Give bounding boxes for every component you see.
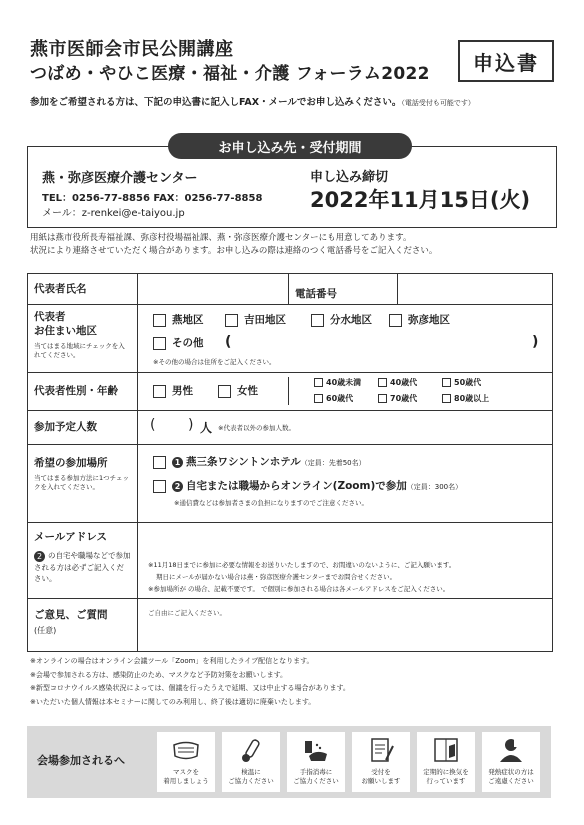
area-option[interactable] xyxy=(153,312,204,327)
precaution-text: 受付を お願いします xyxy=(361,768,401,785)
venue-option-1[interactable] xyxy=(153,454,366,469)
venue-option-label: 自宅または職場からオンライン(Zoom)で参加 xyxy=(186,480,407,492)
checkbox[interactable] xyxy=(153,456,166,469)
divider xyxy=(288,377,289,405)
venue-hint: 当てはまる参加方法に1つチェックを入れてください。 xyxy=(34,474,129,491)
paren-open: ( xyxy=(225,334,232,350)
thermometer-icon xyxy=(236,736,266,764)
band-title: 会場参加されるへ xyxy=(37,754,125,767)
footnote: ※いただいた個人情報は本セミナーに関してのみ利用し、終了後は適切に廃棄いたします。 xyxy=(30,697,316,706)
checkbox[interactable] xyxy=(153,337,166,350)
footnote: ※新型コロナウイルス感染状況によっては、個議を行ったうえで延期、又は中止する場合があります。 xyxy=(30,684,350,692)
name-label: 代表者氏名 xyxy=(34,283,87,295)
checkbox[interactable] xyxy=(389,314,402,327)
precaution-text: 手指消毒に ご協力ください xyxy=(293,768,339,785)
row-name xyxy=(28,274,552,305)
age-option[interactable] xyxy=(378,393,417,404)
age-option-label: 80歳以上 xyxy=(454,394,490,403)
contact-org: 燕・弥彦医療介護センター xyxy=(42,171,198,186)
name-label-cell xyxy=(28,274,138,304)
venue-note: （定員：先着50名） xyxy=(300,459,366,467)
paren-close: ) xyxy=(532,334,539,350)
area-option[interactable] xyxy=(389,312,450,327)
area-hint: 当てはまる地域にチェックを入れてください。 xyxy=(34,342,125,359)
checkbox[interactable] xyxy=(442,394,451,403)
area-label-cell xyxy=(28,304,138,372)
gender-option-label: 女性 xyxy=(237,385,258,397)
lead-small: （電話受付も可能です） xyxy=(401,99,475,107)
count-paren-close: ) xyxy=(188,417,194,433)
contact-section-title: お申し込み先・受付期間 xyxy=(168,133,412,159)
footnotes xyxy=(30,655,350,709)
sick-person-icon xyxy=(496,736,526,764)
opinion-sub: (任意) xyxy=(34,626,57,635)
email-input[interactable] xyxy=(138,522,552,552)
area-option-other[interactable] xyxy=(153,335,204,350)
clipboard-icon xyxy=(366,736,396,764)
footnote: ※会場で参加される方は、感染防止のため、マスクなど予防対策をお願いします。 xyxy=(30,670,288,679)
venue-note: （定員：300名） xyxy=(406,483,463,491)
row-gender-age xyxy=(28,372,552,411)
checkbox[interactable] xyxy=(225,314,238,327)
checkbox[interactable] xyxy=(314,394,323,403)
area-option-label: 燕地区 xyxy=(172,314,204,326)
opinion-textarea[interactable] xyxy=(138,598,552,651)
age-option[interactable] xyxy=(314,393,353,404)
lead-text xyxy=(30,94,475,108)
number-badge: 2 xyxy=(34,551,45,562)
gender-label-cell xyxy=(28,372,138,410)
email-note3: ※参加場所が の場合、記載不要です。 で個別に参加される場合は各メールアドレスをご記入ください。 xyxy=(148,585,450,593)
precaution-card xyxy=(482,732,540,792)
count-label: 参加予定人数 xyxy=(34,421,97,433)
footnote: ※オンラインの場合はオンライン会議ツール「Zoom」を利用したライブ配信となります。 xyxy=(30,657,314,665)
row-opinion xyxy=(28,598,552,651)
area-label: 代表者 お住まい地区 xyxy=(34,311,97,337)
notes xyxy=(30,232,560,258)
phone-input[interactable] xyxy=(398,274,552,304)
age-option-label: 40歳未満 xyxy=(326,378,362,387)
area-other-note: ※その他の場合は住所をご記入ください。 xyxy=(153,358,276,366)
gender-option[interactable] xyxy=(218,383,258,398)
contact-mail: メール：z-renkei@e-taiyou.jp xyxy=(42,208,185,219)
opinion-label-cell xyxy=(28,598,138,651)
gender-option-label: 男性 xyxy=(172,385,193,397)
row-count xyxy=(28,410,552,445)
age-option-label: 60歳代 xyxy=(326,394,354,403)
count-unit: 人 xyxy=(200,421,213,435)
email-hint-text: の自宅や職場などで参加される方は必ずご記入ください。 xyxy=(34,551,131,583)
age-option-label: 40歳代 xyxy=(390,378,418,387)
phone-label: 電話番号 xyxy=(295,288,337,300)
title-line2: つばめ・やひこ医療・福祉・介護 フォーラム2022 xyxy=(30,64,430,84)
number-badge: 1 xyxy=(172,457,183,468)
checkbox[interactable] xyxy=(314,378,323,387)
count-note: ※代表者以外の参加人数。 xyxy=(218,424,295,432)
precaution-card xyxy=(287,732,345,792)
precaution-text: 定期的に換気を 行っています xyxy=(423,768,469,785)
venue-precautions-band xyxy=(27,726,551,798)
venue-label: 希望の参加場所 xyxy=(34,457,108,469)
row-email xyxy=(28,522,552,599)
age-option-label: 50歳代 xyxy=(454,378,482,387)
checkbox[interactable] xyxy=(442,378,451,387)
mask-icon xyxy=(171,736,201,764)
area-option[interactable] xyxy=(225,312,286,327)
precaution-text: 発熱症状の方は ご遠慮ください xyxy=(488,768,534,785)
area-other-input[interactable] xyxy=(238,334,528,352)
age-option[interactable] xyxy=(442,377,481,388)
row-area xyxy=(28,304,552,373)
age-option[interactable] xyxy=(442,393,489,404)
area-option-label: 分水地区 xyxy=(330,314,372,326)
title-line1: 燕市医師会市民公開講座 xyxy=(30,39,234,60)
venue2-sub-note: ※通信費などは参加者さまの負担になりますのでご注意ください。 xyxy=(174,499,368,507)
email-hint xyxy=(34,550,131,584)
precaution-card xyxy=(352,732,410,792)
opinion-label: ご意見、ご質問 xyxy=(34,609,108,621)
email-note2: 期日にメールが届かない場合は燕・弥彦医療介護センターまでお問合せください。 xyxy=(156,573,397,581)
precaution-card xyxy=(222,732,280,792)
age-option[interactable] xyxy=(378,377,417,388)
window-icon xyxy=(431,736,461,764)
count-paren-open: ( xyxy=(150,417,156,433)
email-note1: ※11月18日までに参加に必要な情報をお送りいたしますので、お間違いのないように、ご記入願います。 xyxy=(148,561,456,569)
opinion-placeholder: ご自由にご記入ください。 xyxy=(148,609,226,617)
count-label-cell xyxy=(28,410,138,444)
venue-label-cell xyxy=(28,444,138,522)
hand-sanitizer-icon xyxy=(301,736,331,764)
age-option[interactable] xyxy=(314,377,361,388)
number-badge: 2 xyxy=(172,481,183,492)
precaution-text: マスクを 着用しましょう xyxy=(163,768,209,785)
application-form-label: 申込書 xyxy=(458,40,554,82)
checkbox[interactable] xyxy=(311,314,324,327)
note-line: 状況により連絡させていただく場合があります。お申し込みの際は連絡のつく電話番号をご記入ください。 xyxy=(30,246,438,256)
gender-label: 代表者性別・年齢 xyxy=(34,385,118,397)
precaution-text: 検温に ご協力ください xyxy=(228,768,274,785)
area-option[interactable] xyxy=(311,312,372,327)
email-label: メールアドレス xyxy=(34,531,107,543)
email-label-cell xyxy=(28,522,138,598)
age-option-label: 70歳代 xyxy=(390,394,418,403)
gender-option[interactable] xyxy=(153,383,193,398)
name-input[interactable] xyxy=(138,274,288,304)
deadline-date: 2022年11月15日(火) xyxy=(310,188,531,212)
application-form xyxy=(27,273,553,652)
lead-main: 参加をご希望される方は、下記の申込書に記入しFAX・メールでお申し込みください。 xyxy=(30,97,402,108)
area-option-label: 弥彦地区 xyxy=(408,314,450,326)
precaution-card xyxy=(157,732,215,792)
contact-tel: TEL：0256-77-8856 FAX：0256-77-8858 xyxy=(42,193,263,204)
checkbox[interactable] xyxy=(153,385,166,398)
note-line: 用紙は燕市役所長寿福祉課、弥彦村役場福祉課、燕・弥彦医療介護センターにも用意してあります。 xyxy=(30,233,412,243)
checkbox[interactable] xyxy=(218,385,231,398)
area-option-label: 吉田地区 xyxy=(244,314,286,326)
venue-option-label: 燕三条ワシントンホテル xyxy=(186,456,301,468)
row-venue xyxy=(28,444,552,523)
venue-option-2[interactable] xyxy=(153,478,462,493)
deadline-label: 申し込み締切 xyxy=(310,170,389,185)
precaution-card xyxy=(417,732,475,792)
checkbox[interactable] xyxy=(153,314,166,327)
checkbox[interactable] xyxy=(378,378,387,387)
checkbox[interactable] xyxy=(378,394,387,403)
checkbox[interactable] xyxy=(153,480,166,493)
count-input[interactable] xyxy=(163,416,194,436)
area-option-label: その他 xyxy=(172,337,204,349)
phone-label-cell xyxy=(288,274,398,304)
